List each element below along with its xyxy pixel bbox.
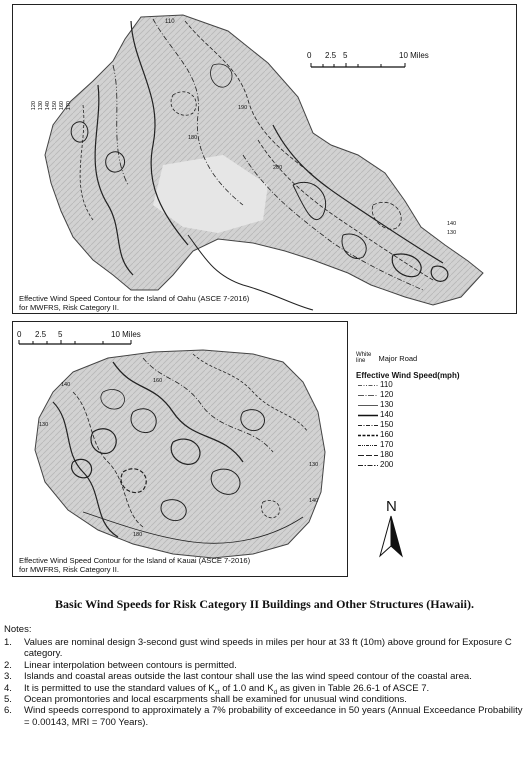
legend-rows <box>356 380 476 470</box>
oahu-contour-label: 130 <box>447 230 457 236</box>
oahu-scale-bar <box>311 63 405 67</box>
kauai-scale-bar <box>19 340 131 344</box>
note-text: Ocean promontories and local escarpments shall be examined for unusual wind conditions. <box>24 694 407 706</box>
oahu-contour-label: 200 <box>273 165 283 171</box>
legend-item-130: 130 <box>380 400 394 409</box>
kauai-contour-label: 130 <box>39 422 49 428</box>
kauai-map-panel <box>12 321 348 577</box>
note-text: Linear interpolation between contours is permitted. <box>24 659 237 671</box>
oahu-contour-label: 150 <box>52 101 58 111</box>
note-number: 6. <box>4 705 12 717</box>
north-label: N <box>386 498 397 515</box>
kauai-caption-line2: for MWFRS, Risk Category II. <box>19 565 119 574</box>
oahu-contour-label: 120 <box>31 101 37 111</box>
legend-major-road-label: Major Road <box>378 354 418 363</box>
figure-title: Basic Wind Speeds for Risk Category II Buildings and Other Structures (Hawaii). <box>55 597 474 611</box>
legend-title: Effective Wind Speed(mph) <box>356 371 460 380</box>
note-number: 2. <box>4 659 12 671</box>
oahu-contour-label: 180 <box>188 135 198 141</box>
kauai-map-graphic <box>13 322 348 577</box>
oahu-contour-label: 140 <box>45 101 51 111</box>
legend-item-180: 180 <box>380 450 394 459</box>
kauai-scale-label-10-miles: 10 Miles <box>111 330 141 339</box>
kauai-contour-label: 140 <box>61 382 71 388</box>
kauai-scale-label-0: 0 <box>17 330 22 339</box>
legend-item-140: 140 <box>380 410 394 419</box>
note-item <box>4 694 526 705</box>
legend-item-110: 110 <box>380 380 393 389</box>
oahu-map-panel <box>12 4 517 314</box>
legend-item-160: 160 <box>380 430 394 439</box>
oahu-scale-label-0: 0 <box>307 51 312 60</box>
legend-item-150: 150 <box>380 420 394 429</box>
kauai-contour-label: 140 <box>309 498 319 504</box>
kauai-island-shape <box>35 350 325 558</box>
note-number: 4. <box>4 682 12 694</box>
oahu-scale-label-10-miles: 10 Miles <box>399 51 429 60</box>
note-text: Values are nominal design 3-second gust wind speeds in miles per hour at 33 ft (10m) above ground for Exposure C category. <box>24 637 512 660</box>
notes-list <box>4 637 526 728</box>
note-number: 1. <box>4 637 12 648</box>
note-number: 3. <box>4 671 12 683</box>
kauai-contour-label: 130 <box>309 462 319 468</box>
legend-white-line-label: White line <box>356 352 372 364</box>
oahu-scale-label-2-5: 2.5 <box>325 51 337 60</box>
note-number: 5. <box>4 694 12 706</box>
notes-heading: Notes: <box>4 624 32 635</box>
kauai-scale-label-5: 5 <box>58 330 63 339</box>
oahu-contour-label: 110 <box>165 19 175 25</box>
oahu-scale-label-5: 5 <box>343 51 348 60</box>
kauai-map-caption <box>19 556 250 574</box>
oahu-map-caption <box>19 294 249 312</box>
note-item <box>4 660 526 671</box>
note-item <box>4 671 526 682</box>
kauai-scale-label-2-5: 2.5 <box>35 330 47 339</box>
oahu-caption-line2: for MWFRS, Risk Category II. <box>19 303 119 312</box>
note-item <box>4 705 526 728</box>
oahu-caption-line1: Effective Wind Speed Contour for the Island of Oahu (ASCE 7-2016) <box>19 294 250 303</box>
oahu-contour-label: 160 <box>59 101 65 111</box>
kauai-contour-label: 180 <box>133 532 143 538</box>
legend-item-120: 120 <box>380 390 394 399</box>
note-text: Islands and coastal areas outside the last contour shall use the las wind speed contour of the coastal area. <box>24 671 472 683</box>
legend-item-170: 170 <box>380 440 394 449</box>
kauai-contour-label: 160 <box>153 378 163 384</box>
oahu-contour-label: 140 <box>447 221 457 227</box>
note-item <box>4 683 526 694</box>
north-arrow-icon <box>378 496 404 558</box>
oahu-contour-label: 190 <box>238 105 248 111</box>
note-item <box>4 637 526 660</box>
oahu-contour-label: 130 <box>38 101 44 111</box>
oahu-map-graphic <box>13 5 517 314</box>
kauai-caption-line1: Effective Wind Speed Contour for the Island of Kauai (ASCE 7-2016) <box>19 556 251 565</box>
note-text: It is permitted to use the standard values of $K_{zt}$ of 1.0 and $K_d$ as given in Table 26.6-1 of ASCE 7. <box>24 682 430 696</box>
oahu-contour-label: 170 <box>66 101 72 111</box>
wind-speed-legend <box>356 352 476 470</box>
note-text: Wind speeds correspond to approximately a 7% probability of exceedance in 50 years (Annual Exceedance Probability = 0.00143, MRI = 700 Years). <box>24 705 523 728</box>
legend-item-200: 200 <box>380 460 394 469</box>
